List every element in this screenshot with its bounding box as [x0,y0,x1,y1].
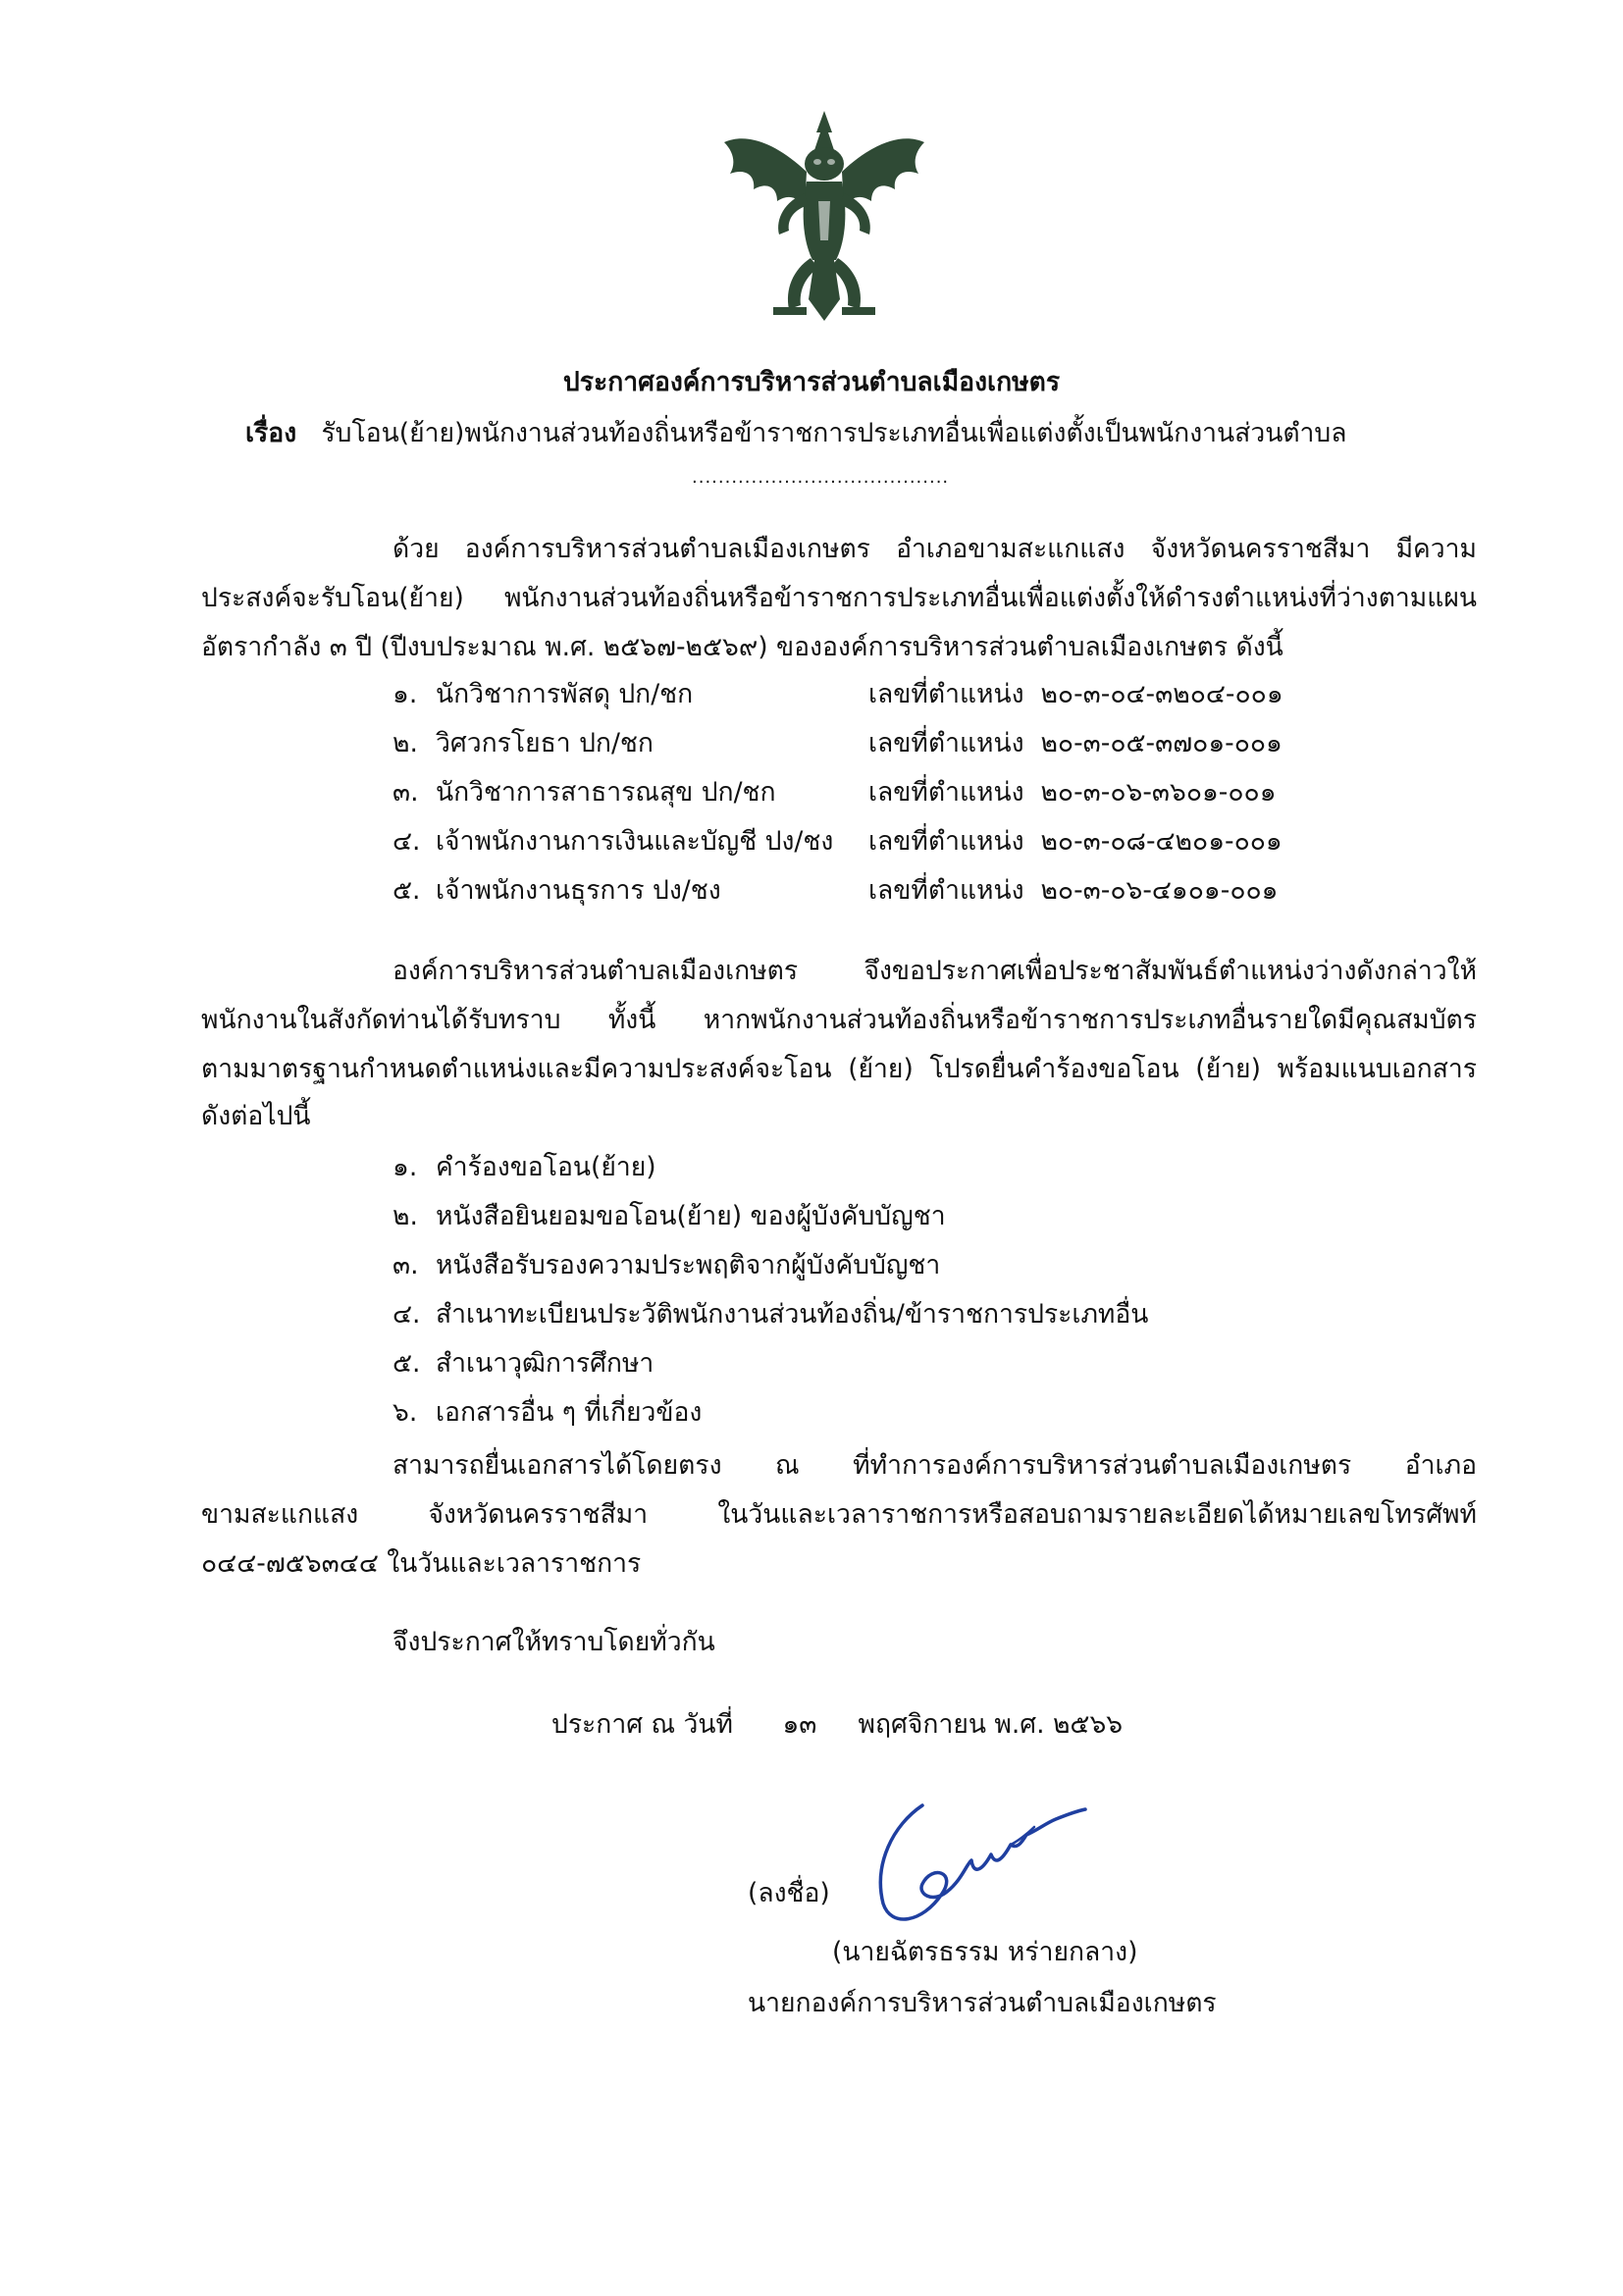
document-text: สำเนาวุฒิการศึกษา [436,1348,654,1379]
page-title: ประกาศองค์การบริหารส่วนตำบลเมืองเกษตร [562,367,1061,397]
date-day: ๑๓ [782,1709,817,1740]
para3-line-3: ๐๔๔-๗๕๖๓๔๔ ในวันและเวลาราชการ [201,1548,642,1579]
para3-line-1: สามารถยื่นเอกสารได้โดยตรง ณ ที่ทำการองค์การบริหารส่วนตำบลเมืองเกษตร อำเภอ [393,1450,1477,1481]
document-text: เอกสารอื่น ๆ ที่เกี่ยวข้อง [436,1397,703,1428]
document-num: ๖. [393,1397,418,1428]
document-num: ๔. [393,1299,421,1330]
intro-line-2: ประสงค์จะรับโอน(ย้าย) พนักงานส่วนท้องถิ่นหรือข้าราชการประเภทอื่นเพื่อแต่งตั้งให้ดำรงตำแหน่งที่ว่างตามแผน [201,583,1477,613]
position-code-label: เลขที่ตำแหน่ง [868,826,1024,857]
position-code-label: เลขที่ตำแหน่ง [868,728,1024,758]
para2-line-2: พนักงานในสังกัดท่านได้รับทราบ ทั้งนี้ หากพนักงานส่วนท้องถิ่นหรือข้าราชการประเภทอื่นรายใดมีคุณสมบัตร [201,1005,1477,1035]
document-text: คำร้องขอโอน(ย้าย) [436,1152,656,1182]
position-code-label: เลขที่ตำแหน่ง [868,679,1024,709]
document-item [393,1248,940,1283]
document-item [393,1199,946,1234]
position-name: นักวิชาการพัสดุ ปก/ชก [436,679,694,709]
position-num: ๓. [393,777,419,808]
position-num: ๑. [393,679,418,709]
sign-label: (ลงชื่อ) [748,1878,830,1908]
para3-line-2: ขามสะแกแสง จังหวัดนครราชสีมา ในวันและเวลาราชการหรือสอบถามรายละเอียดได้หมายเลขโทรศัพท์ [201,1499,1477,1530]
intro-line-3: อัตรากำลัง ๓ ปี (ปีงบประมาณ พ.ศ. ๒๕๖๗-๒๕๖๙) ขององค์การบริหารส่วนตำบลเมืองเกษตร ดังนี้ [201,632,1283,662]
garuda-emblem-icon [716,103,932,324]
intro-line-1: ด้วย องค์การบริหารส่วนตำบลเมืองเกษตร อำเภอขามสะแกแสง จังหวัดนครราชสีมา มีความ [393,534,1477,564]
para2-line-3: ตามมาตรฐานกำหนดตำแหน่งและมีความประสงค์จะโอน (ย้าย) โปรดยื่นคำร้องขอโอน (ย้าย) พร้อมแนบเอกสาร [201,1054,1477,1084]
subject-line [245,416,1346,451]
document-text: สำเนาทะเบียนประวัติพนักงานส่วนท้องถิ่น/ข้าราชการประเภทอื่น [436,1299,1149,1330]
position-code-label: เลขที่ตำแหน่ง [868,875,1024,906]
position-item [393,726,1472,761]
separator-dots: ....................................... [692,467,950,487]
position-code: ๒๐-๓-๐๖-๓๖๐๑-๐๐๑ [1040,777,1277,808]
para2-line-1: องค์การบริหารส่วนตำบลเมืองเกษตร จึงขอประกาศเพื่อประชาสัมพันธ์ตำแหน่งว่างดังกล่าวให้ [393,956,1477,986]
position-num: ๒. [393,728,418,758]
document-num: ๕. [393,1348,421,1379]
document-text: หนังสือยินยอมขอโอน(ย้าย) ของผู้บังคับบัญชา [436,1201,946,1231]
position-name: นักวิชาการสาธารณสุข ปก/ชก [436,777,776,808]
closing-line: จึงประกาศให้ทราบโดยทั่วกัน [393,1627,715,1657]
signatory-position: นายกองค์การบริหารส่วนตำบลเมืองเกษตร [748,1988,1217,2018]
position-code: ๒๐-๓-๐๔-๓๒๐๔-๐๐๑ [1040,679,1283,709]
date-prefix: ประกาศ ณ วันที่ [551,1709,733,1740]
para2-line-4: ดังต่อไปนี้ [201,1101,311,1131]
position-code: ๒๐-๓-๐๕-๓๗๐๑-๐๐๑ [1040,728,1283,758]
document-item [393,1395,702,1431]
subject-label: เรื่อง [245,418,297,448]
position-item [393,873,1472,909]
document-num: ๓. [393,1250,419,1280]
document-item [393,1346,654,1382]
position-num: ๕. [393,875,421,906]
position-name: เจ้าพนักงานธุรการ ปง/ชง [436,875,721,906]
date-month-year: พฤศจิกายน พ.ศ. ๒๕๖๖ [858,1709,1124,1740]
document-text: หนังสือรับรองความประพฤติจากผู้บังคับบัญชา [436,1250,941,1280]
document-item [393,1150,656,1185]
position-num: ๔. [393,826,421,857]
position-code: ๒๐-๓-๐๖-๔๑๐๑-๐๐๑ [1040,875,1279,906]
document-num: ๒. [393,1201,418,1231]
document-num: ๑. [393,1152,418,1182]
position-name: เจ้าพนักงานการเงินและบัญชี ปง/ชง [436,826,834,857]
position-item [393,677,1472,712]
subject-text: รับโอน(ย้าย)พนักงานส่วนท้องถิ่นหรือข้าราชการประเภทอื่นเพื่อแต่งตั้งเป็นพนักงานส่วนตำบล [321,418,1347,448]
document-item [393,1297,1148,1332]
position-name: วิศวกรโยธา ปก/ชก [436,728,654,758]
position-item [393,824,1472,860]
position-item [393,775,1472,810]
handwritten-signature [864,1766,1119,1933]
position-code-label: เลขที่ตำแหน่ง [868,777,1024,808]
position-code: ๒๐-๓-๐๘-๔๒๐๑-๐๐๑ [1040,826,1283,857]
signatory-name: (นายฉัตรธรรม หร่ายกลาง) [832,1937,1138,1967]
announcement-date [551,1707,1123,1743]
